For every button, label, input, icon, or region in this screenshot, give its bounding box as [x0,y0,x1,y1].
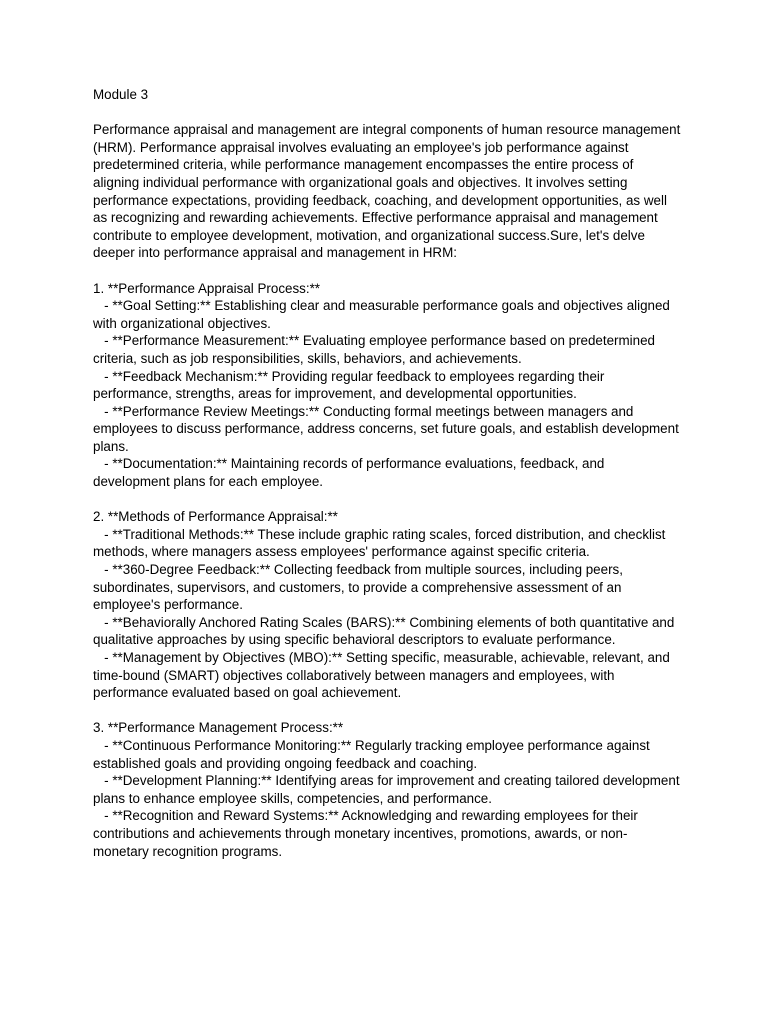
list-item: - **Behaviorally Anchored Rating Scales (BARS):** Combining elements of both quantitative and qualitative approaches by using specific behavioral descriptors to evaluate performance. [93,614,675,648]
document-title: Module 3 [93,87,149,102]
section-heading: 2. **Methods of Performance Appraisal:** [93,509,338,525]
list-item: - **Feedback Mechanism:** Providing regular feedback to employees regarding their performance, strengths, areas for improvement, and developmental opportunities. [93,368,605,402]
section-heading: 1. **Performance Appraisal Process:** [93,280,321,296]
list-item-text: **Traditional Methods:** These include graphic rating scales, forced distribution, and checklist methods, where managers assess employees' performance against specific criteria. [93,526,666,560]
section-heading: 3. **Performance Management Process:** [93,720,344,736]
list-item: - **Recognition and Reward Systems:** Acknowledging and rewarding employees for their contributions and achievements through monetary incentives, promotions, awards, or non-monetary recognition programs. [93,808,638,859]
list-item: - **Performance Measurement:** Evaluating employee performance based on predetermined criteria, such as job responsibilities, skills, behaviors, and achievements. [93,333,655,366]
list-item: - **360-Degree Feedback:** Collecting feedback from multiple sources, including peers, subordinates, supervisors, and customers, to provide a comprehensive assessment of an employee's performance. [93,562,623,613]
list-item-text: **Feedback Mechanism:** Providing regular feedback to employees regarding their performance, strengths, areas for improvement, and developmental opportunities. [93,368,605,402]
list-item-text: **Continuous Performance Monitoring:** Regularly tracking employee performance against established goals and providing ongoing feedback and coaching. [93,737,650,771]
list-item-text: **Performance Measurement:** Evaluating employee performance based on predetermined criteria, such as job responsibilities, skills, behaviors, and achievements. [93,333,655,366]
list-item: - **Management by Objectives (MBO):** Setting specific, measurable, achievable, relevant, and time-bound (SMART) objectives collaboratively between managers and employees, with performance evaluated based on goal achievement. [93,650,670,701]
list-item-text: **Documentation:** Maintaining records of performance evaluations, feedback, and development plans for each employee. [93,456,605,490]
section-management-process [93,719,683,860]
list-item: - **Performance Review Meetings:** Conducting formal meetings between managers and employees to discuss performance, address concerns, set future goals, and establish development plans. [93,403,679,454]
list-item: - **Development Planning:** Identifying areas for improvement and creating tailored development plans to enhance employee skills, competencies, and performance. [93,773,680,806]
list-item: - **Documentation:** Maintaining records of performance evaluations, feedback, and development plans for each employee. [93,456,605,490]
list-item-text: **Behaviorally Anchored Rating Scales (BARS):** Combining elements of both quantitative and qualitative approaches by using specific behavioral descriptors to evaluate performance. [93,614,675,648]
list-item: - **Goal Setting:** Establishing clear and measurable performance goals and objectives aligned with organizational objectives. [93,298,670,331]
list-item-text: **Development Planning:** Identifying areas for improvement and creating tailored development plans to enhance employee skills, competencies, and performance. [93,773,680,806]
list-item-text: **Recognition and Reward Systems:** Acknowledging and rewarding employees for their contributions and achievements through monetary incentives, promotions, awards, or non-monetary recognition programs. [93,808,638,859]
section-appraisal-process [93,280,683,491]
list-item-text: **Performance Review Meetings:** Conducting formal meetings between managers and employees to discuss performance, address concerns, set future goals, and establish development plans. [93,403,679,454]
list-item: - **Continuous Performance Monitoring:** Regularly tracking employee performance against established goals and providing ongoing feedback and coaching. [93,737,650,771]
list-item-text: **Management by Objectives (MBO):** Setting specific, measurable, achievable, relevant, and time-bound (SMART) objectives collaboratively between managers and employees, with performance evaluated based on goal achievement. [93,650,670,701]
section-appraisal-methods [93,508,683,702]
list-item-text: **360-Degree Feedback:** Collecting feedback from multiple sources, including peers, subordinates, supervisors, and customers, to provide a comprehensive assessment of an employee's performance. [93,562,623,613]
intro-paragraph: Performance appraisal and management are integral components of human resource management (HRM). Performance appraisal involves evaluating an employee's job performance against predetermined criteria, while performance management encompasses the entire process of aligning individual performance with organizational goals and objectives. It involves setting performance expectations, providing feedback, coaching, and development opportunities, as well as recognizing and rewarding achievements. Effective performance appraisal and management contribute to employee development, motivation, and organizational success.Sure, let's delve deeper into performance appraisal and management in HRM: [93,122,681,261]
document-page [93,86,683,878]
list-item: - **Traditional Methods:** These include graphic rating scales, forced distribution, and checklist methods, where managers assess employees' performance against specific criteria. [93,526,666,560]
list-item-text: **Goal Setting:** Establishing clear and measurable performance goals and objectives aligned with organizational objectives. [93,298,670,331]
